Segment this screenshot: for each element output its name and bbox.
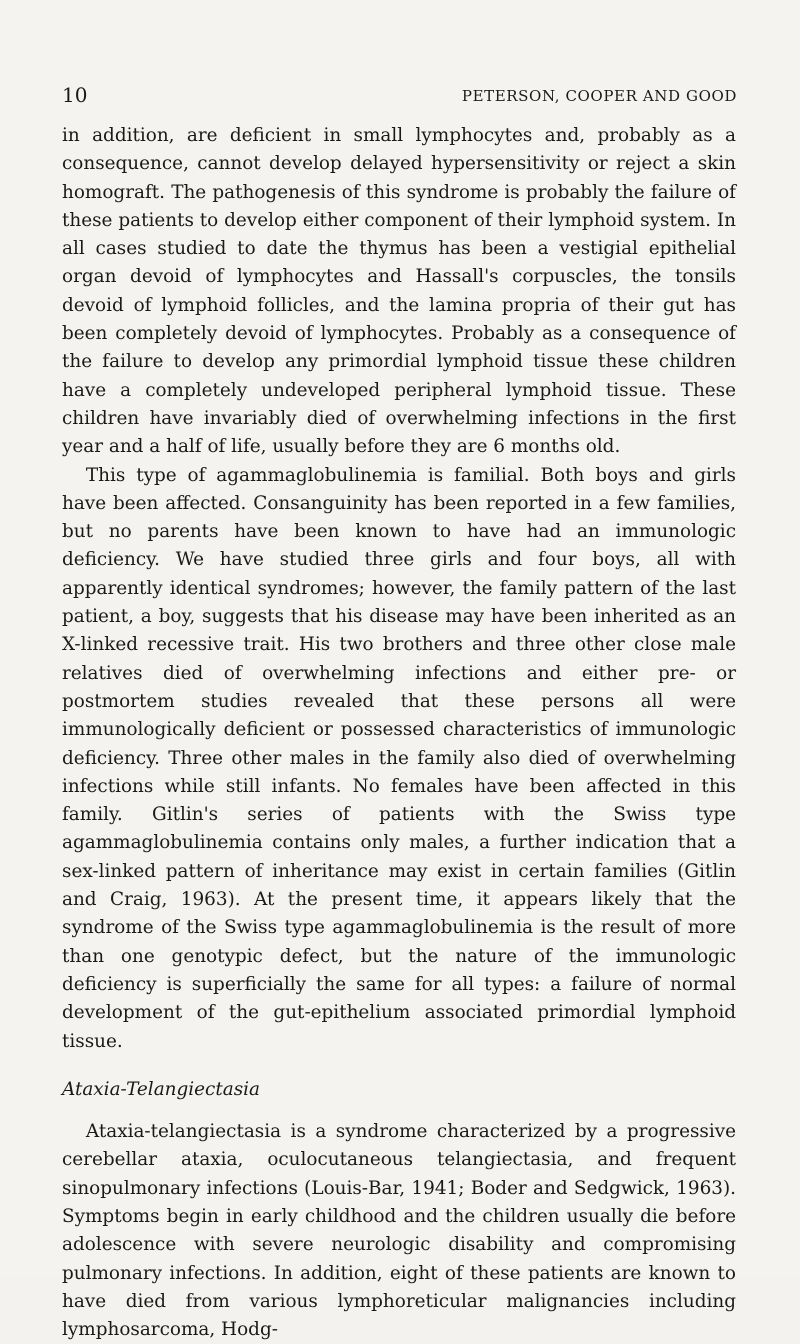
paragraph-pathogenesis: in addition, are deficient in small lymphocytes and, probably as a consequence, cannot develop delayed hypersensitivity or reject a skin homograft. The pathogenesis of this syndrome is probably the failure of these patients to develop either component of their lymphoid system. In all cases studied to date the thymus has been a vestigial epithelial organ devoid of lymphocytes and Hassall's corpuscles, the tonsils devoid of lymphoid follicles, and the lamina propria of their gut has been completely devoid of lymphocytes. Probably as a consequence of the failure to develop any primordial lymphoid tissue these children have a completely undeveloped peripheral lymphoid tissue. These children have invariably died of overwhelming infections in the first year and a half of life, usually before they are 6 months old.	[62, 125, 736, 458]
page-number: 10	[62, 83, 88, 107]
running-head	[62, 82, 737, 108]
paragraph-familial-inheritance: This type of agammaglobulinemia is familial. Both boys and girls have been affected. Consanguinity has been reported in a few families, but no parents have been known to have had an immunologic deficiency. We have studied three girls and four boys, all with apparently identical syndromes; however, the family pattern of the last patient, a boy, suggests that his disease may have been inherited as an X-linked recessive trait. His two brothers and three other close male relatives died of overwhelming infections and either pre- or postmortem studies revealed that these persons all were immunologically deficient or possessed characteristics of immunologic deficiency. Three other males in the family also died of overwhelming infections while still infants. No females have been affected in this family. Gitlin's series of patients with the Swiss type agammaglobulinemia contains only males, a further indication that a sex-linked pattern of inheritance may exist in certain families (Gitlin and Craig, 1963). At the present time, it appears likely that the syndrome of the Swiss type agammaglobulinemia is the result of more than one genotypic defect, but the nature of the immunologic deficiency is superficially the same for all types: a failure of normal development of the gut-epithelium associated primordial lymphoid tissue.	[62, 464, 736, 1052]
running-head-authors: PETERSON, COOPER AND GOOD	[461, 87, 737, 105]
body-text	[62, 122, 736, 1344]
section-heading-ataxia-telangiectasia: Ataxia-Telangiectasia	[62, 1078, 260, 1100]
paragraph-ataxia-telangiectasia: Ataxia-telangiectasia is a syndrome characterized by a progressive cerebellar ataxia, oculocutaneous telangiectasia, and frequent sinopulmonary infections (Louis-Bar, 1941; Boder and Sedgwick, 1963). Symptoms begin in early childhood and the children usually die before adolescence with severe neurologic disability and compromising pulmonary infections. In addition, eight of these patients are known to have died from various lymphoreticular malignancies including lymphosarcoma, Hodg-	[62, 1121, 736, 1341]
